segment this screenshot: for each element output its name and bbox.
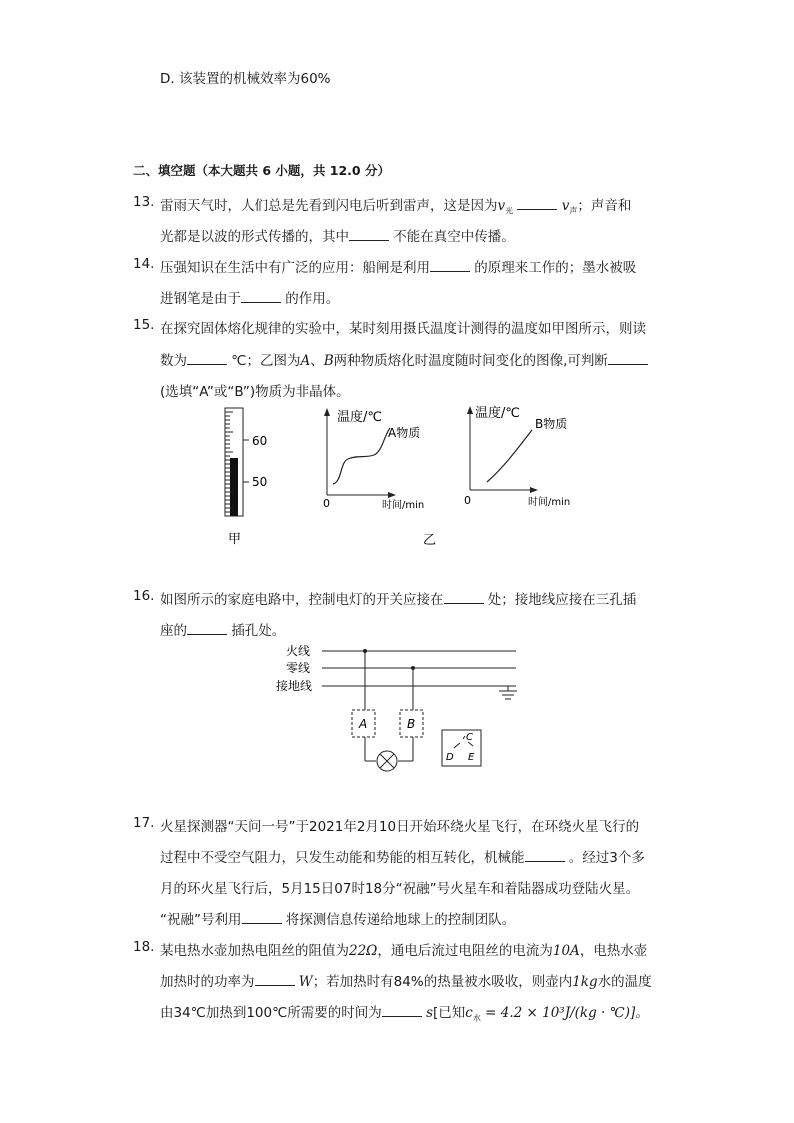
- question-16-line-1: 如图所示的家庭电路中，控制电灯的开关应接在 处；接地线应接在三孔插: [160, 592, 637, 608]
- question-16-line-2: 座的 插孔处。: [160, 623, 286, 639]
- caption-jia: 甲: [228, 532, 242, 547]
- question-17-line-2: 过程中不受空气阻力，只发生动能和势能的相互转化，机械能 。经过3个多: [160, 850, 645, 866]
- lamp-icon: [377, 751, 397, 771]
- question-14-line-1: 压强知识在生活中有广泛的应用：船闸是利用 的原理来工作的；墨水被吸: [160, 260, 637, 276]
- answer-blank[interactable]: [255, 973, 295, 986]
- label-ground-wire: 接地线: [276, 679, 313, 693]
- question-15-number: 15.: [133, 317, 155, 333]
- question-17-line-4: “祝融”号利用 将探测信息传递给地球上的控制团队。: [160, 912, 516, 928]
- graph-a-xlabel: 时间/min: [382, 500, 425, 511]
- answer-blank[interactable]: [382, 1004, 422, 1017]
- question-17-line-3: 月的环火星飞行后，5月15日07时18分“祝融”号火星车和着陆器成功登陆火星。: [160, 881, 640, 897]
- question-13-line-2: 光都是以波的形式传播的，其中 不能在真空中传播。: [160, 229, 515, 245]
- question-18-number: 18.: [133, 939, 155, 955]
- graph-b-ylabel: 温度/℃: [475, 406, 520, 421]
- question-18-line-1: 某电热水壶加热电阻丝的阻值为22Ω，通电后流过电阻丝的电流为10A，电热水壶: [160, 943, 648, 959]
- graph-b-xlabel: 时间/min: [528, 497, 571, 508]
- graph-b-origin: 0: [464, 494, 471, 507]
- answer-blank[interactable]: [187, 622, 227, 635]
- question-13-number: 13.: [133, 194, 155, 210]
- graph-a-ylabel: 温度/℃: [337, 410, 382, 425]
- question-15-line-2: 数为 ℃；乙图为A、B两种物质熔化时温度随时间变化的图像,可判断: [160, 349, 648, 369]
- question-15-line-3: (选填“A”或“B”)物质为非晶体。: [160, 384, 350, 400]
- question-18-line-3: 由34℃加热到100℃所需要的时间为 s[已知$c_水 = 4.2 \times 10^3J/(kg$ · ℃)]。: [160, 1005, 649, 1023]
- answer-blank[interactable]: [608, 352, 648, 365]
- circuit-figure: [270, 640, 530, 780]
- question-17-line-1: 火星探测器“天问一号”于2021年2月10日开始环绕火星飞行，在环绕火星飞行的: [160, 819, 640, 835]
- label-e: E: [468, 752, 475, 763]
- label-d: D: [446, 752, 454, 763]
- answer-blank[interactable]: [430, 259, 470, 272]
- answer-blank[interactable]: [242, 911, 282, 924]
- figure-15: [200, 400, 600, 550]
- label-fire-wire: 火线: [286, 644, 311, 658]
- graph-a-origin: 0: [323, 497, 330, 510]
- question-17-number: 17.: [133, 815, 155, 831]
- label-b: B: [407, 717, 416, 731]
- question-14-line-2: 进钢笔是由于 的作用。: [160, 291, 340, 307]
- question-18-line-2: 加热时的功率为 W；若加热时有84%的热量被水吸收，则壶内1kg水的温度: [160, 974, 652, 990]
- section-title: 二、填空题（本大题共 6 小题，共 12.0 分）: [133, 163, 390, 178]
- label-a: A: [359, 717, 368, 731]
- therm-label-60: 60: [252, 434, 268, 448]
- answer-blank[interactable]: [187, 352, 227, 365]
- question-14-number: 14.: [133, 256, 155, 272]
- label-neutral-wire: 零线: [286, 661, 311, 675]
- answer-blank[interactable]: [517, 197, 557, 210]
- answer-blank[interactable]: [444, 591, 484, 604]
- thermometer-icon: [225, 408, 249, 516]
- question-15-line-1: 在探究固体熔化规律的实验中，某时刻用摄氏温度计测得的温度如甲图所示，则读: [160, 321, 646, 337]
- label-c: C: [466, 732, 473, 743]
- graph-b-curve-label: B物质: [535, 417, 568, 431]
- curve-a: [333, 428, 390, 484]
- answer-blank[interactable]: [525, 849, 565, 862]
- question-13-line-1: 雷雨天气时，人们总是先看到闪电后听到雷声，这是因为$v_光$ $v_声$；声音和: [160, 198, 632, 216]
- question-16-number: 16.: [133, 588, 155, 604]
- graph-a-curve-label: A物质: [388, 426, 421, 440]
- answer-blank[interactable]: [349, 228, 389, 241]
- curve-b: [487, 430, 532, 482]
- answer-blank[interactable]: [241, 290, 281, 303]
- therm-label-50: 50: [252, 475, 268, 489]
- caption-yi: 乙: [423, 533, 437, 548]
- option-d: D. 该装置的机械效率为60%: [160, 71, 331, 87]
